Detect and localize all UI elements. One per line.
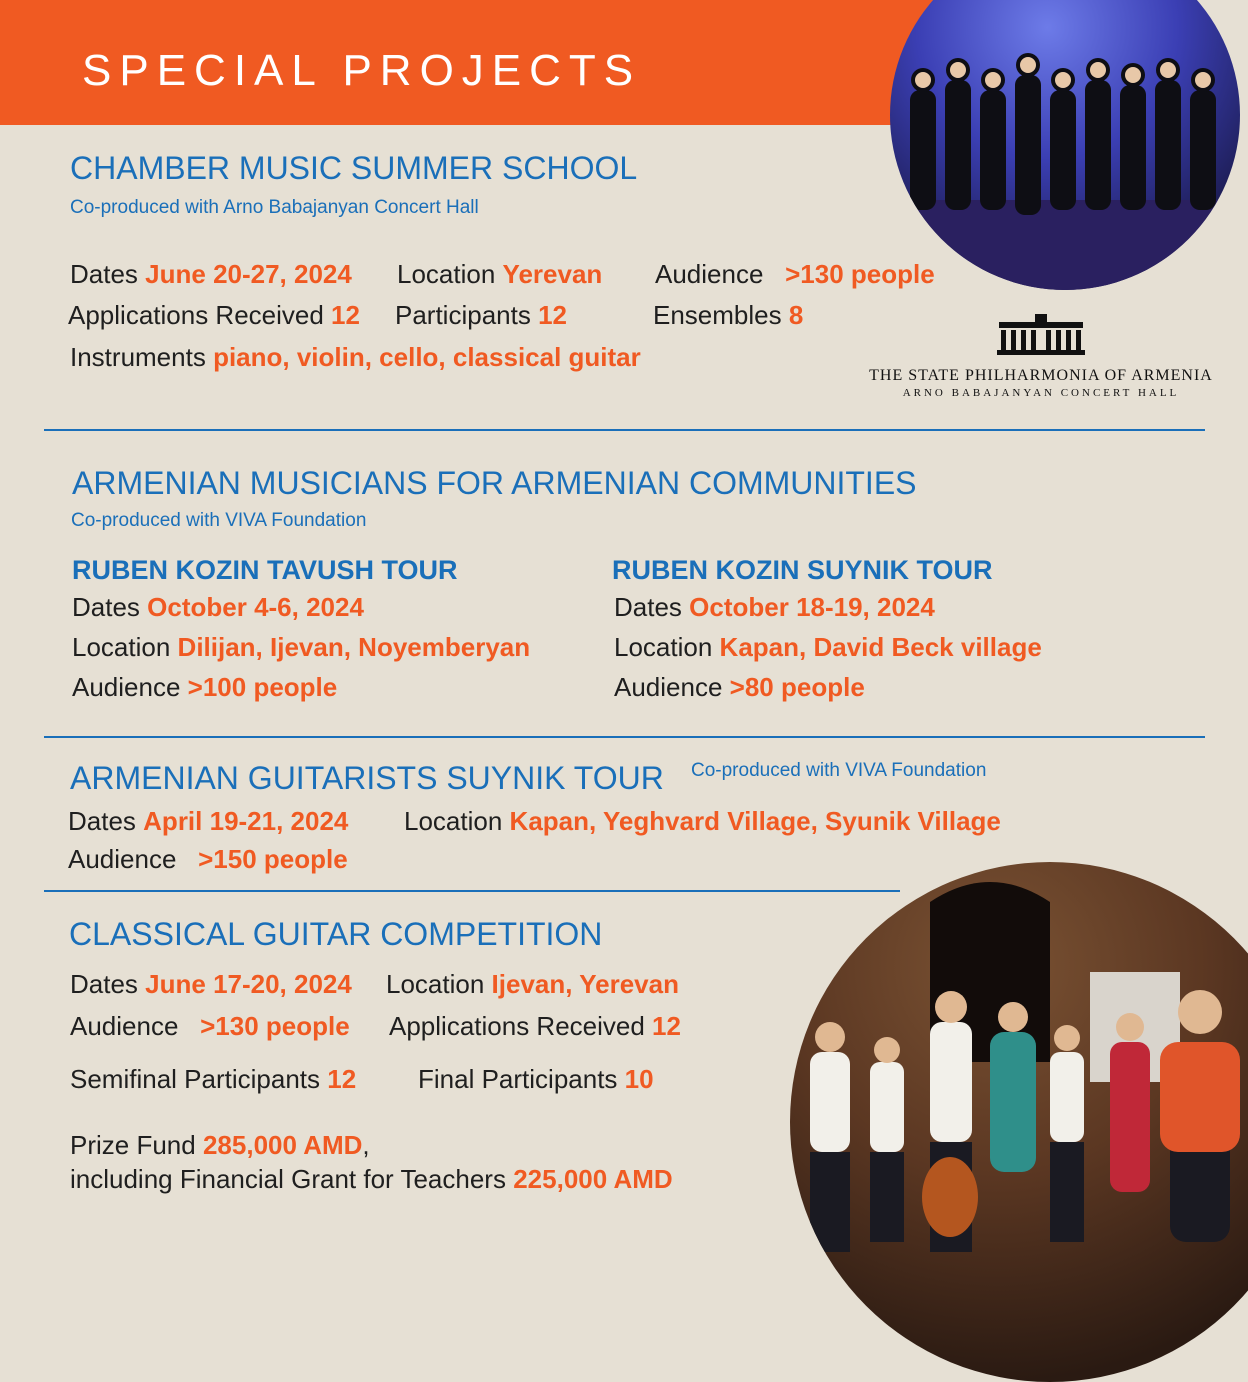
divider-2 xyxy=(44,736,1205,738)
section3-subtitle: Co-produced with VIVA Foundation xyxy=(691,760,987,781)
tour2-audience: Audience >80 people xyxy=(614,672,865,702)
section4-location: Location Ijevan, Yerevan xyxy=(386,969,679,999)
tour1-title: RUBEN KOZIN TAVUSH TOUR xyxy=(72,555,458,585)
tour2-location: Location Kapan, David Beck village xyxy=(614,632,1042,662)
philharmonia-logo xyxy=(856,312,1226,399)
logo-small-text: ARNO BABAJANYAN CONCERT HALL xyxy=(902,387,1180,399)
section4-applications: Applications Received 12 xyxy=(389,1011,681,1041)
section3-dates: Dates April 19-21, 2024 xyxy=(68,806,349,836)
section1-participants: Participants 12 xyxy=(395,300,567,330)
ensemble-photo xyxy=(890,0,1240,290)
section3-audience: Audience >150 people xyxy=(68,844,348,874)
section3-title: ARMENIAN GUITARISTS SUYNIK TOUR xyxy=(70,760,664,796)
divider-1 xyxy=(44,429,1205,431)
section1-subtitle: Co-produced with Arno Babajanyan Concert Hall xyxy=(70,197,479,218)
section4-title: CLASSICAL GUITAR COMPETITION xyxy=(69,916,603,952)
logo-main-text: THE STATE PHILHARMONIA OF ARMENIA xyxy=(869,367,1213,384)
section1-applications: Applications Received 12 xyxy=(68,300,360,330)
concert-hall-building-icon xyxy=(995,312,1087,356)
section1-audience: Audience >130 people xyxy=(655,259,935,289)
page-title: SPECIAL PROJECTS xyxy=(82,46,642,95)
section4-audience: Audience >130 people xyxy=(70,1011,350,1041)
divider-3 xyxy=(44,890,900,892)
competition-silhouettes xyxy=(790,862,1248,1382)
section4-grant: including Financial Grant for Teachers 225,000 AMD xyxy=(70,1164,673,1194)
competition-photo xyxy=(790,862,1248,1382)
section4-prize: Prize Fund 285,000 AMD, xyxy=(70,1130,370,1160)
section1-dates: Dates June 20-27, 2024 xyxy=(70,259,352,289)
section1-instruments: Instruments piano, violin, cello, classical guitar xyxy=(70,342,641,372)
tour2-dates: Dates October 18-19, 2024 xyxy=(614,592,935,622)
tour2-title: RUBEN KOZIN SUYNIK TOUR xyxy=(612,555,993,585)
section4-semifinal: Semifinal Participants 12 xyxy=(70,1064,357,1094)
section4-final: Final Participants 10 xyxy=(418,1064,654,1094)
section3-location: Location Kapan, Yeghvard Village, Syunik Village xyxy=(404,806,1001,836)
tour1-location: Location Dilijan, Ijevan, Noyemberyan xyxy=(72,632,531,662)
section2-subtitle: Co-produced with VIVA Foundation xyxy=(71,510,367,531)
section1-location: Location Yerevan xyxy=(397,259,603,289)
section1-title: CHAMBER MUSIC SUMMER SCHOOL xyxy=(70,150,638,186)
ensemble-silhouettes xyxy=(890,0,1240,290)
section1-ensembles: Ensembles 8 xyxy=(653,300,804,330)
tour1-audience: Audience >100 people xyxy=(72,672,338,702)
section2-title: ARMENIAN MUSICIANS FOR ARMENIAN COMMUNITIES xyxy=(72,465,917,501)
tour1-dates: Dates October 4-6, 2024 xyxy=(72,592,364,622)
section4-dates: Dates June 17-20, 2024 xyxy=(70,969,352,999)
